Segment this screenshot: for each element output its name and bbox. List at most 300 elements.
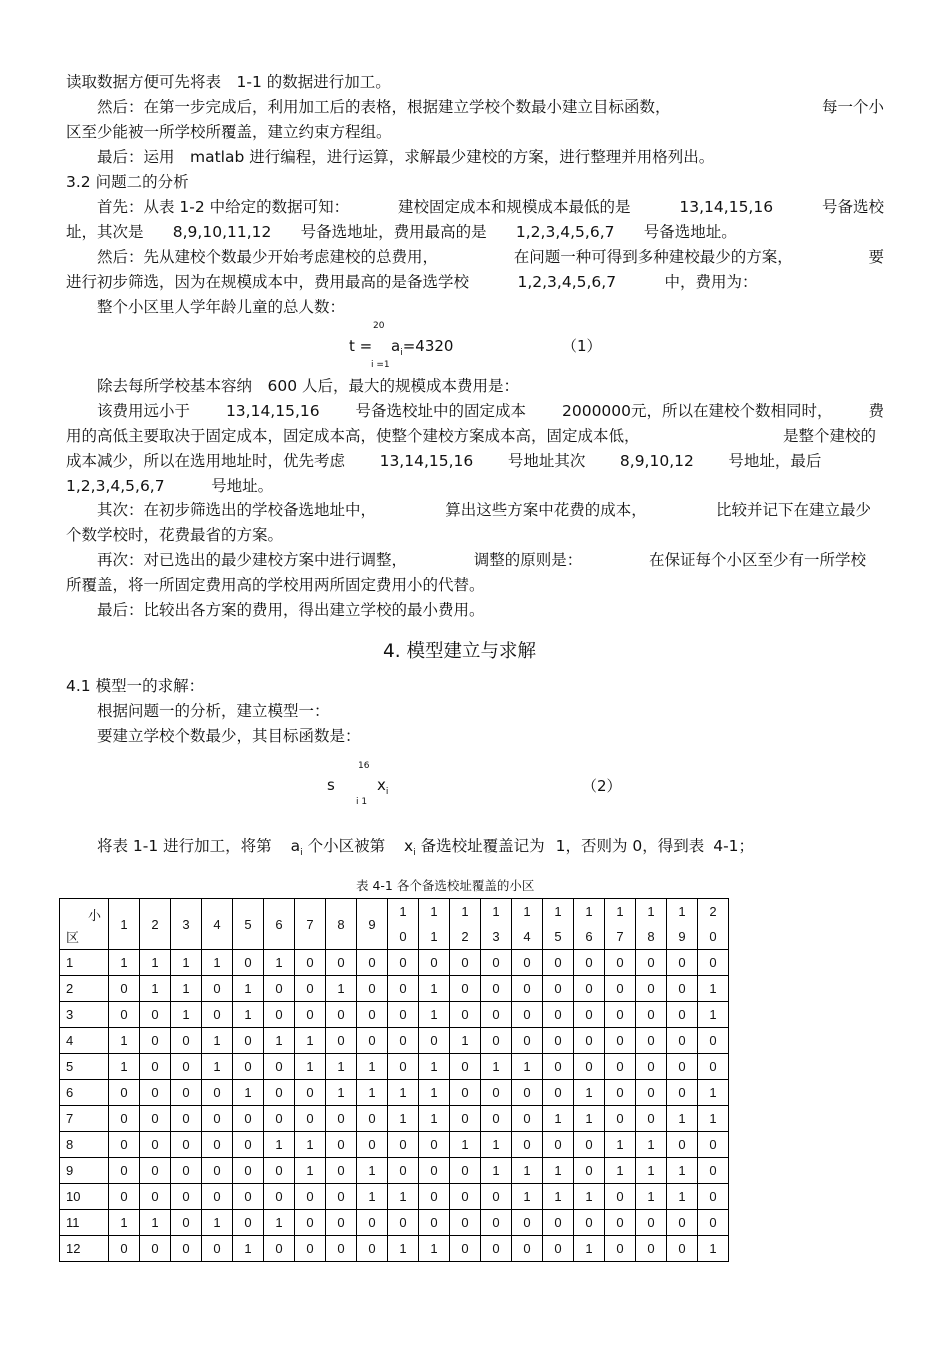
- text-segment: 8,9,10,11,12: [172, 223, 272, 241]
- equation-lhs: t =: [349, 337, 373, 355]
- text-segment: 在保证每个小区至少有一所学校: [648, 551, 866, 569]
- paragraph-line: 读取数据方便可先将表 1-1 的数据进行加工。: [66, 73, 391, 91]
- text-segment: 调整的原则是：: [473, 551, 583, 569]
- paragraph-line: 最后：运用 matlab 进行编程，进行运算，求解最少建校的方案，进行整理并用格列出。: [66, 148, 715, 166]
- column-header-digit: 3: [492, 929, 500, 944]
- table-cell: 1: [388, 1080, 419, 1106]
- table-cell: 1: [109, 950, 140, 976]
- column-header-digit: 1: [554, 904, 562, 919]
- variable-x: x: [404, 837, 414, 855]
- table-cell: 1: [419, 1002, 450, 1028]
- table-cell: 1: [233, 1002, 264, 1028]
- row-label: 8: [60, 1132, 109, 1158]
- table-cell: 0: [109, 1236, 140, 1262]
- table-cell: 0: [233, 1210, 264, 1236]
- table-cell: 1: [264, 950, 295, 976]
- column-header: [388, 899, 419, 950]
- table-cell: 1: [388, 1236, 419, 1262]
- table-cell: 0: [140, 1158, 171, 1184]
- table-cell: 0: [605, 950, 636, 976]
- paragraph-line: 最后：比较出各方案的费用，得出建立学校的最小费用。: [66, 601, 485, 619]
- table-cell: 1: [109, 1028, 140, 1054]
- column-header: [450, 899, 481, 950]
- column-header: [605, 899, 636, 950]
- table-cell: 0: [667, 1132, 698, 1158]
- paragraph-line: 1,2,3,4,5,6,7 号地址。: [66, 477, 274, 495]
- subscript: i: [400, 348, 403, 358]
- paragraph-line: [66, 97, 884, 117]
- table-cell: 0: [357, 976, 388, 1002]
- table-cell: 0: [109, 1002, 140, 1028]
- equation-lhs: s: [327, 776, 335, 794]
- table-cell: 0: [667, 976, 698, 1002]
- table-cell: 0: [698, 1054, 729, 1080]
- table-cell: 0: [667, 1002, 698, 1028]
- text-segment: 号备选地址。: [643, 223, 737, 241]
- text-segment: 成本减少，所以在选用地址时，优先考虑: [66, 452, 346, 470]
- section-heading-4-1: 4.1 模型一的求解：: [66, 677, 205, 695]
- table-cell: 1: [543, 1184, 574, 1210]
- column-header: [419, 899, 450, 950]
- paragraph-line: [66, 451, 856, 471]
- paragraph-line: [66, 247, 884, 267]
- table-cell: 0: [140, 1002, 171, 1028]
- table-cell: 0: [574, 950, 605, 976]
- table-cell: 0: [388, 976, 419, 1002]
- column-header: 3: [171, 899, 202, 950]
- paragraph-line: 整个小区里人学年龄儿童的总人数：: [66, 298, 346, 316]
- text-segment: 用的高低主要取决于固定成本，固定成本高，使整个建校方案成本高，固定成本低，: [66, 427, 640, 445]
- table-cell: 1: [636, 1132, 667, 1158]
- table-cell: 0: [202, 1132, 233, 1158]
- table-cell: 0: [357, 1002, 388, 1028]
- column-header-digit: 1: [430, 904, 438, 919]
- table-cell: 0: [171, 1236, 202, 1262]
- table-cell: 0: [419, 1210, 450, 1236]
- table-cell: 0: [450, 1002, 481, 1028]
- column-header-digit: 0: [709, 929, 717, 944]
- sum-lower-limit: i =1: [371, 360, 390, 370]
- table-cell: 0: [574, 1054, 605, 1080]
- table-cell: 0: [543, 950, 574, 976]
- table-cell: 0: [295, 976, 326, 1002]
- text-segment: 然后：在第一步完成后，利用加工后的表格，根据建立学校个数最小建立目标函数，: [66, 98, 671, 116]
- table-cell: 1: [419, 1054, 450, 1080]
- table-cell: 0: [450, 1158, 481, 1184]
- text-segment: 号地址，最后: [728, 452, 822, 470]
- table-cell: 0: [295, 1184, 326, 1210]
- table-cell: 1: [574, 1080, 605, 1106]
- table-cell: 1: [481, 1158, 512, 1184]
- table-cell: 0: [109, 1158, 140, 1184]
- table-cell: 0: [233, 1106, 264, 1132]
- table-cell: 0: [357, 1236, 388, 1262]
- table-cell: 0: [388, 1028, 419, 1054]
- column-header-digit: 0: [399, 929, 407, 944]
- row-label: 3: [60, 1002, 109, 1028]
- table-cell: 1: [109, 1210, 140, 1236]
- table-cell: 0: [605, 1236, 636, 1262]
- table-cell: 0: [171, 1106, 202, 1132]
- table-cell: 0: [233, 1184, 264, 1210]
- table-cell: 0: [698, 1158, 729, 1184]
- table-cell: 1: [512, 1054, 543, 1080]
- table-cell: 0: [481, 1080, 512, 1106]
- table-cell: 0: [388, 1002, 419, 1028]
- corner-bottom: 区: [66, 930, 80, 945]
- table-header-row: [60, 899, 729, 950]
- table-cell: 1: [295, 1028, 326, 1054]
- column-header-digit: 4: [523, 929, 531, 944]
- text-segment: 建校固定成本和规模成本最低的是: [398, 198, 631, 216]
- table-cell: 0: [636, 1236, 667, 1262]
- table-cell: 1: [636, 1158, 667, 1184]
- table-cell: 0: [481, 1106, 512, 1132]
- table-cell: 0: [171, 1158, 202, 1184]
- column-header: 4: [202, 899, 233, 950]
- table-row: [60, 1184, 729, 1210]
- column-header: 7: [295, 899, 326, 950]
- table-cell: 1: [264, 1028, 295, 1054]
- table-cell: 1: [326, 1054, 357, 1080]
- table-cell: 0: [667, 1210, 698, 1236]
- table-cell: 1: [202, 1028, 233, 1054]
- table-cell: 1: [698, 1080, 729, 1106]
- table-cell: 0: [698, 1132, 729, 1158]
- table-cell: 0: [264, 1158, 295, 1184]
- table-cell: 0: [326, 1132, 357, 1158]
- column-header-digit: 1: [647, 904, 655, 919]
- table-cell: 0: [512, 1210, 543, 1236]
- table-cell: 1: [233, 1080, 264, 1106]
- table-cell: 1: [357, 1184, 388, 1210]
- table-cell: 1: [233, 976, 264, 1002]
- table-cell: 0: [233, 1158, 264, 1184]
- table-cell: 1: [667, 1106, 698, 1132]
- table-row: [60, 1028, 729, 1054]
- table-cell: 0: [605, 1106, 636, 1132]
- paragraph-line: [66, 401, 884, 421]
- table-cell: 1: [295, 1158, 326, 1184]
- table-row: [60, 1158, 729, 1184]
- table-cell: 0: [326, 950, 357, 976]
- table-cell: 0: [295, 1002, 326, 1028]
- table-cell: 0: [636, 1028, 667, 1054]
- table-cell: 1: [512, 1184, 543, 1210]
- table-cell: 0: [109, 1080, 140, 1106]
- text-segment: 首先：从表 1-2 中给定的数据可知：: [66, 198, 350, 216]
- table-cell: 0: [543, 1080, 574, 1106]
- row-label: 5: [60, 1054, 109, 1080]
- row-label: 2: [60, 976, 109, 1002]
- table-cell: 1: [450, 1028, 481, 1054]
- table-cell: 0: [140, 1132, 171, 1158]
- section-heading-3-2: 3.2 问题二的分析: [66, 173, 189, 191]
- column-header-digit: 1: [678, 904, 686, 919]
- text-segment: 2000000元，所以在建校个数相同时，: [561, 402, 833, 420]
- table-cell: 0: [605, 976, 636, 1002]
- table-row: [60, 1210, 729, 1236]
- table-cell: 0: [605, 1054, 636, 1080]
- table-cell: 1: [357, 1054, 388, 1080]
- table-cell: 0: [295, 1236, 326, 1262]
- column-header-digit: 1: [492, 904, 500, 919]
- table-cell: 0: [698, 950, 729, 976]
- sum-upper-limit: 16: [358, 761, 370, 771]
- table-cell: 0: [109, 1184, 140, 1210]
- variable-a: a: [391, 337, 401, 355]
- table-row: [60, 950, 729, 976]
- paragraph-line: [66, 550, 866, 570]
- text-segment: 号备选校: [821, 198, 884, 216]
- table-cell: 0: [543, 976, 574, 1002]
- text-segment: 要: [868, 248, 884, 266]
- table-cell: 0: [543, 1210, 574, 1236]
- paragraph-line: [66, 426, 876, 446]
- table-cell: 0: [605, 1210, 636, 1236]
- table-cell: 0: [512, 1080, 543, 1106]
- table-cell: 0: [326, 1002, 357, 1028]
- column-header: [574, 899, 605, 950]
- table-cell: 0: [574, 1028, 605, 1054]
- column-header-digit: 1: [616, 904, 624, 919]
- column-header-digit: 5: [554, 929, 562, 944]
- table-cell: 1: [419, 1106, 450, 1132]
- text-segment: 址，其次是: [66, 223, 144, 241]
- column-header-digit: 1: [523, 904, 531, 919]
- table-cell: 0: [109, 976, 140, 1002]
- coverage-table: [59, 898, 729, 1262]
- table-cell: 0: [667, 1080, 698, 1106]
- paragraph-line: [66, 836, 826, 859]
- equation-body: [377, 776, 389, 797]
- table-cell: 0: [481, 1184, 512, 1210]
- table-cell: 0: [667, 1054, 698, 1080]
- table-cell: 1: [295, 1132, 326, 1158]
- text-segment: 13,14,15,16: [379, 452, 474, 470]
- table-cell: 1: [140, 1210, 171, 1236]
- table-cell: 0: [419, 1028, 450, 1054]
- table-cell: 0: [450, 1106, 481, 1132]
- column-header-digit: 6: [585, 929, 593, 944]
- table-cell: 1: [667, 1184, 698, 1210]
- table-cell: 0: [388, 1132, 419, 1158]
- text-segment: 比较并记下在建立最少: [715, 501, 871, 519]
- row-label: 1: [60, 950, 109, 976]
- table-cell: 1: [326, 976, 357, 1002]
- table-cell: 0: [171, 1210, 202, 1236]
- table-cell: 0: [574, 1210, 605, 1236]
- table-cell: 0: [233, 950, 264, 976]
- chapter-heading: 4. 模型建立与求解: [383, 641, 537, 662]
- table-cell: 1: [202, 1210, 233, 1236]
- table-cell: 0: [295, 1210, 326, 1236]
- column-header-digit: 9: [678, 929, 686, 944]
- table-cell: 0: [481, 976, 512, 1002]
- table-cell: 1: [419, 976, 450, 1002]
- row-label: 7: [60, 1106, 109, 1132]
- subscript: i: [300, 848, 303, 858]
- table-cell: 0: [109, 1132, 140, 1158]
- row-label: 4: [60, 1028, 109, 1054]
- paragraph-line: [66, 222, 766, 242]
- table-cell: 0: [698, 1210, 729, 1236]
- table-cell: 0: [543, 1002, 574, 1028]
- table-row: [60, 1236, 729, 1262]
- table-cell: 0: [264, 1080, 295, 1106]
- table-cell: 0: [326, 1210, 357, 1236]
- table-cell: 0: [636, 950, 667, 976]
- table-cell: 0: [202, 1236, 233, 1262]
- text-segment: 8,9,10,12: [619, 452, 694, 470]
- table-row: [60, 976, 729, 1002]
- table-cell: 0: [357, 1106, 388, 1132]
- column-header: 9: [357, 899, 388, 950]
- table-row: [60, 1054, 729, 1080]
- table-cell: 1: [667, 1158, 698, 1184]
- column-header-digit: 1: [585, 904, 593, 919]
- text-segment: 号地址其次: [507, 452, 586, 470]
- paragraph-line: [66, 272, 806, 292]
- table-cell: 0: [326, 1184, 357, 1210]
- table-cell: 0: [419, 1132, 450, 1158]
- column-header: 2: [140, 899, 171, 950]
- text-segment: 每一个小: [821, 98, 884, 116]
- table-cell: 1: [574, 1106, 605, 1132]
- table-cell: 1: [202, 950, 233, 976]
- column-header: [698, 899, 729, 950]
- table-cell: 0: [543, 1132, 574, 1158]
- table-cell: 0: [636, 1106, 667, 1132]
- text-segment: 1,2,3,4,5,6,7: [515, 223, 615, 241]
- table-cell: 0: [450, 1080, 481, 1106]
- variable-x: x: [377, 776, 386, 794]
- equation-rhs: =4320: [402, 337, 454, 355]
- text-segment: 进行初步筛选，因为在规模成本中，费用最高的是备选学校: [66, 273, 470, 291]
- variable-a: a: [290, 837, 301, 855]
- table-cell: 1: [574, 1184, 605, 1210]
- table-cell: 0: [140, 1054, 171, 1080]
- table-cell: 0: [264, 976, 295, 1002]
- table-cell: 0: [202, 1002, 233, 1028]
- table-cell: 0: [202, 1158, 233, 1184]
- table-cell: 0: [233, 1054, 264, 1080]
- table-row: [60, 1106, 729, 1132]
- equation-number: （2）: [582, 777, 622, 795]
- table-cell: 0: [264, 1054, 295, 1080]
- table-cell: 1: [419, 1236, 450, 1262]
- table-cell: 1: [233, 1236, 264, 1262]
- table-cell: 1: [574, 1236, 605, 1262]
- column-header-digit: 8: [647, 929, 655, 944]
- table-cell: 0: [481, 1236, 512, 1262]
- equation-body: [391, 337, 454, 358]
- table-cell: 1: [357, 1158, 388, 1184]
- text-segment: 备选校址覆盖记为: [420, 837, 545, 855]
- paragraph-line: 根据问题一的分析，建立模型一：: [66, 702, 330, 720]
- table-cell: 0: [264, 1002, 295, 1028]
- table-cell: 0: [233, 1028, 264, 1054]
- table-cell: 1: [140, 950, 171, 976]
- table-row: [60, 1080, 729, 1106]
- table-cell: 0: [326, 1158, 357, 1184]
- column-header: [481, 899, 512, 950]
- column-header: 8: [326, 899, 357, 950]
- table-cell: 0: [419, 1158, 450, 1184]
- table-cell: 0: [171, 1080, 202, 1106]
- table-cell: 0: [419, 1184, 450, 1210]
- sum-lower-limit: i 1: [356, 797, 368, 807]
- table-cell: 1: [543, 1158, 574, 1184]
- column-header-digit: 7: [616, 929, 624, 944]
- column-header-digit: 2: [461, 929, 469, 944]
- table-cell: 1: [140, 976, 171, 1002]
- text-segment: 1，否则为 0，得到表: [555, 837, 705, 855]
- table-cell: 0: [357, 1028, 388, 1054]
- table-cell: 0: [264, 1106, 295, 1132]
- table-cell: 1: [109, 1054, 140, 1080]
- table-cell: 0: [450, 1210, 481, 1236]
- table-cell: 0: [295, 950, 326, 976]
- column-header: 5: [233, 899, 264, 950]
- table-cell: 1: [481, 1054, 512, 1080]
- paragraph-line: 要建立学校个数最少，其目标函数是：: [66, 727, 361, 745]
- paragraph-line: 区至少能被一所学校所覆盖，建立约束方程组。: [66, 123, 392, 141]
- column-header-digit: 2: [709, 904, 717, 919]
- column-header: [512, 899, 543, 950]
- text-segment: 个小区被第: [307, 837, 386, 855]
- table-cell: 0: [636, 1002, 667, 1028]
- table-cell: 0: [512, 1106, 543, 1132]
- column-header-digit: 1: [430, 929, 438, 944]
- table-cell: 1: [171, 976, 202, 1002]
- table-cell: 0: [574, 1002, 605, 1028]
- table-cell: 0: [295, 1080, 326, 1106]
- table-cell: 0: [667, 950, 698, 976]
- table-cell: 1: [543, 1106, 574, 1132]
- table-cell: 0: [202, 976, 233, 1002]
- table-cell: 0: [140, 1236, 171, 1262]
- row-label: 10: [60, 1184, 109, 1210]
- text-segment: 算出这些方案中花费的成本，: [445, 501, 647, 519]
- paragraph-line: [66, 500, 871, 520]
- table-cell: 0: [388, 1054, 419, 1080]
- table-cell: 0: [512, 976, 543, 1002]
- table-cell: 0: [357, 1132, 388, 1158]
- table-cell: 1: [605, 1158, 636, 1184]
- text-segment: 13,14,15,16: [225, 402, 320, 420]
- text-segment: 将表 1-1 进行加工，将第: [66, 837, 272, 855]
- table-cell: 0: [171, 1184, 202, 1210]
- text-segment: 13,14,15,16: [679, 198, 774, 216]
- paragraph-line: 个数学校时，花费最省的方案。: [66, 526, 284, 544]
- table-cell: 0: [636, 1080, 667, 1106]
- table-cell: 0: [605, 1080, 636, 1106]
- table-cell: 1: [357, 1080, 388, 1106]
- table-cell: 0: [171, 1054, 202, 1080]
- table-cell: 0: [543, 1028, 574, 1054]
- table-cell: 0: [357, 1210, 388, 1236]
- table-row: [60, 1132, 729, 1158]
- table-cell: 1: [388, 1184, 419, 1210]
- table-cell: 0: [481, 950, 512, 976]
- text-segment: 其次：在初步筛选出的学校备选地址中，: [66, 501, 377, 519]
- table-cell: 0: [481, 1002, 512, 1028]
- table-cell: 0: [140, 1080, 171, 1106]
- table-cell: 0: [357, 950, 388, 976]
- text-segment: 号备选地址，费用最高的是: [300, 223, 487, 241]
- table-cell: 0: [450, 976, 481, 1002]
